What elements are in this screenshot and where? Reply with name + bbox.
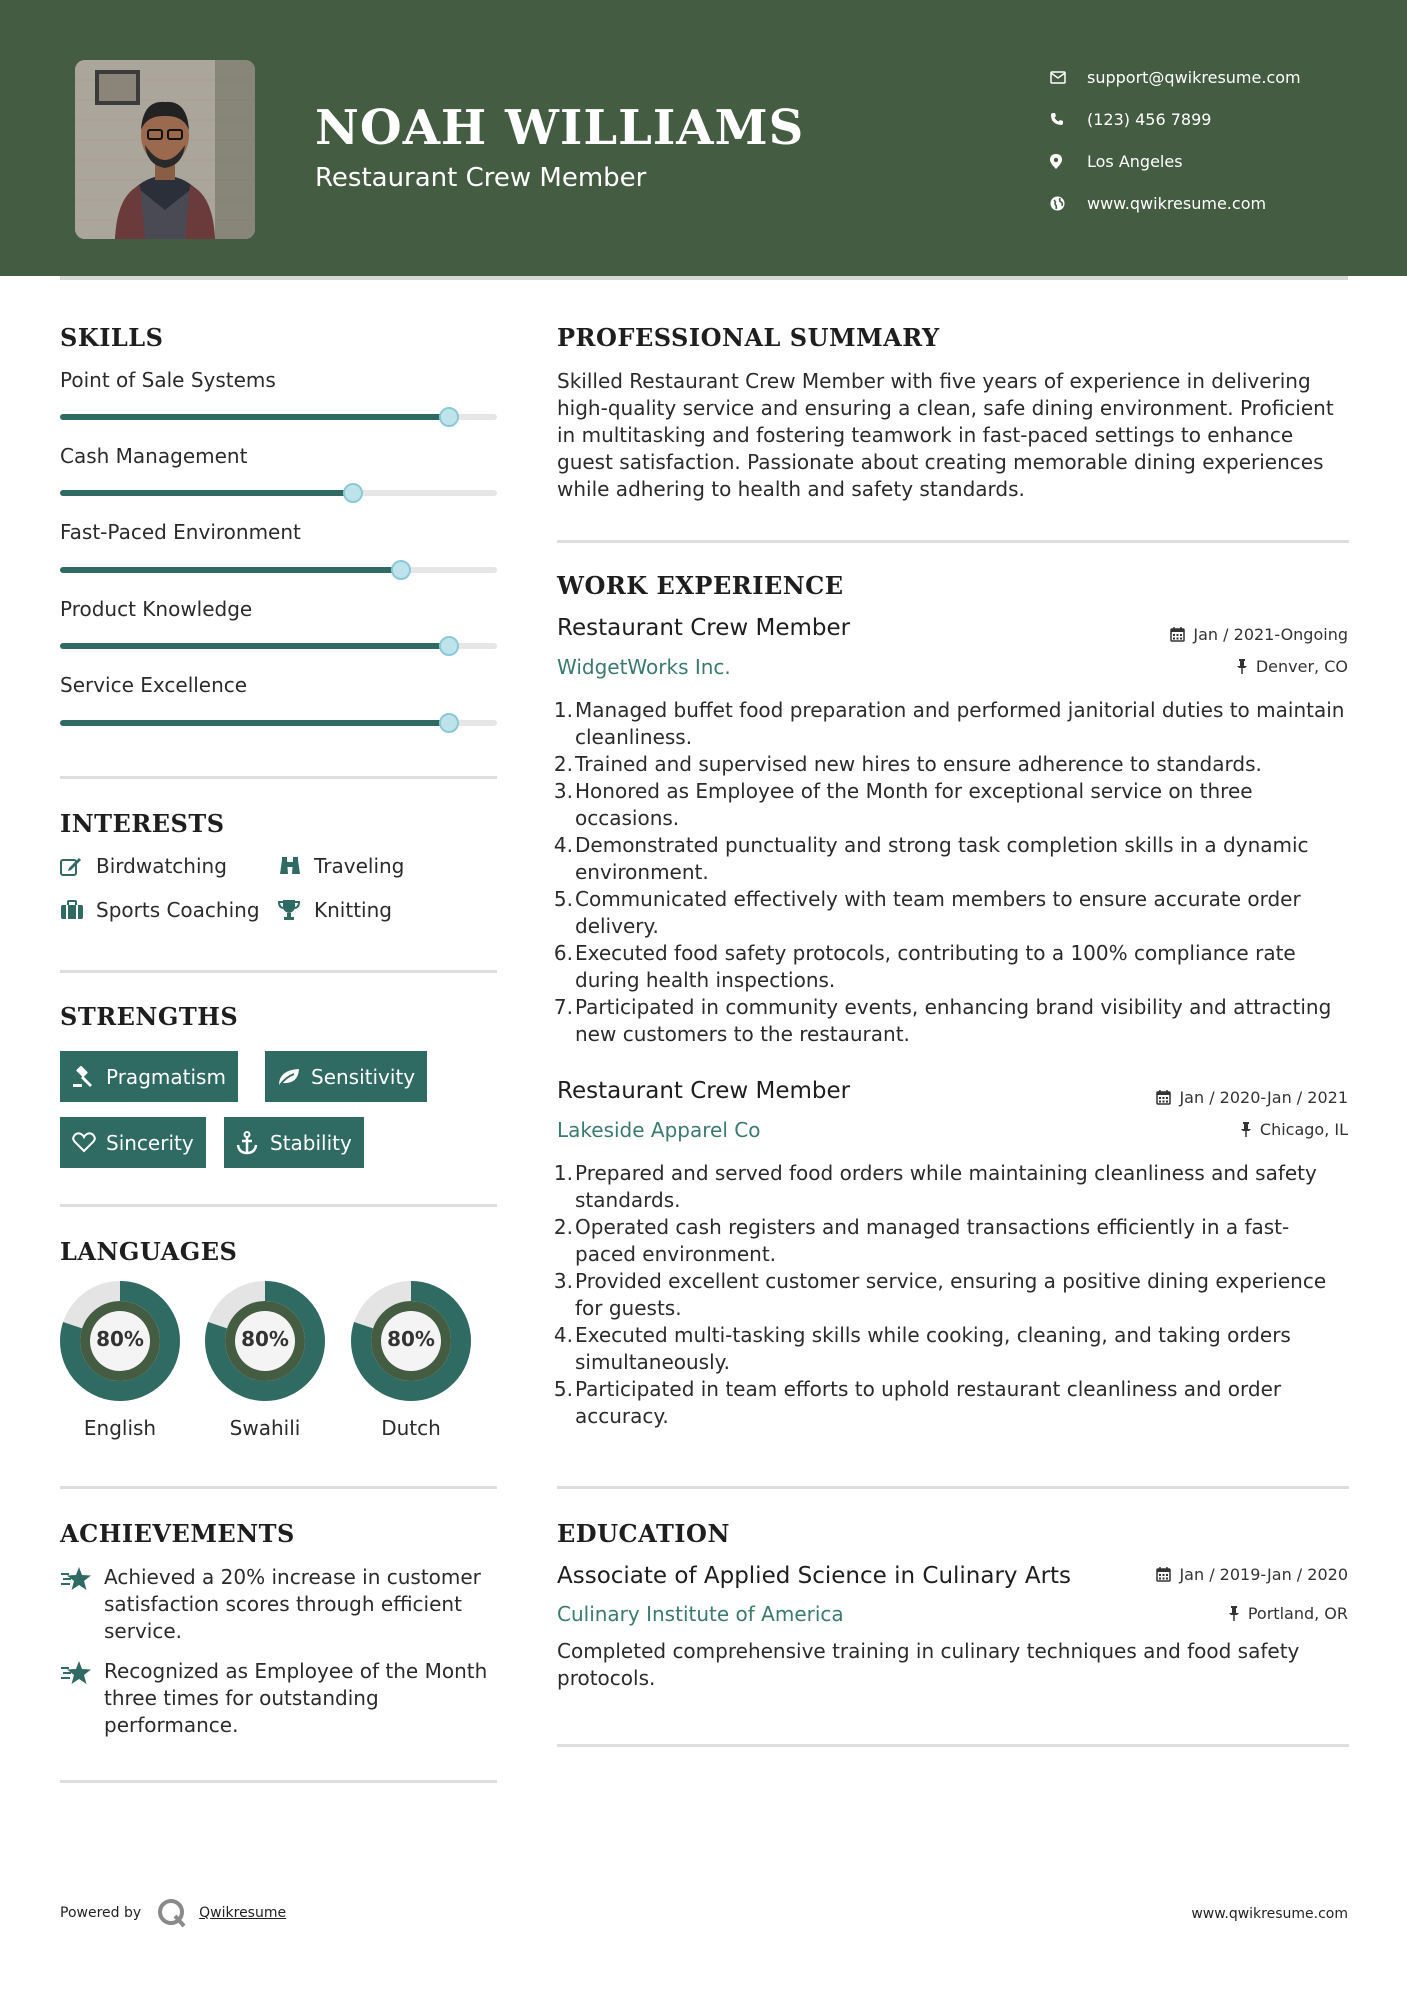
job-bullet: 2. Operated cash registers and managed transactions efficiently in a fast-paced environment. xyxy=(553,1215,1290,1266)
achievement-text: Achieved a 20% increase in customer satisfaction scores through efficient service. xyxy=(104,1565,481,1643)
trophy-icon xyxy=(278,899,314,921)
calendar-icon xyxy=(1170,627,1185,642)
job-bullet: 4. Executed multi-tasking skills while cooking, cleaning, and taking orders simultaneously. xyxy=(553,1323,1291,1374)
strength-badge xyxy=(265,1051,427,1102)
powered-by-label: Powered by xyxy=(60,1905,142,1921)
interest-item xyxy=(60,854,227,878)
achievement-item xyxy=(60,1564,500,1645)
languages-title: LANGUAGES xyxy=(60,1237,238,1266)
skill-bar-fill xyxy=(60,567,401,573)
pushpin-icon xyxy=(1240,1122,1252,1137)
skill-bar-knob xyxy=(439,713,459,733)
skill-bar-knob xyxy=(439,407,459,427)
education-location-text: Portland, OR xyxy=(1247,1604,1348,1623)
strength-badge xyxy=(224,1117,364,1168)
skill-bar xyxy=(60,567,497,573)
language-percent: 80% xyxy=(241,1327,289,1351)
heart-icon xyxy=(72,1132,106,1153)
contact-location xyxy=(1050,140,1301,182)
contact-list xyxy=(1050,56,1301,224)
job-bullet: 1. Prepared and served food orders while maintaining cleanliness and safety standards. xyxy=(553,1161,1317,1212)
section-divider xyxy=(60,776,497,779)
job-location-text: Denver, CO xyxy=(1255,657,1348,676)
resume-header xyxy=(0,0,1407,276)
section-divider xyxy=(60,1486,497,1489)
job-bullet: 4. Demonstrated punctuality and strong task completion skills in a dynamic environment. xyxy=(553,833,1309,884)
phone-icon xyxy=(1050,112,1087,126)
candidate-role: Restaurant Crew Member xyxy=(315,163,647,193)
education-title: EDUCATION xyxy=(557,1519,730,1548)
language-label: Swahili xyxy=(229,1416,301,1440)
achievement-text: Recognized as Employee of the Month three times for outstanding performance. xyxy=(104,1659,488,1737)
job-bullet: 3. Provided excellent customer service, ensuring a positive dining experience for guests. xyxy=(553,1269,1327,1320)
skills-title: SKILLS xyxy=(60,323,164,352)
achievements-title: ACHIEVEMENTS xyxy=(60,1519,295,1548)
job-bullet: 5. Participated in team efforts to uphold restaurant cleanliness and order accuracy. xyxy=(553,1377,1282,1428)
education-location xyxy=(1228,1604,1348,1623)
skill-bar-knob xyxy=(343,483,363,503)
language-percent: 80% xyxy=(387,1327,435,1351)
language-label: Dutch xyxy=(381,1416,441,1440)
skill-bar-fill xyxy=(60,643,449,649)
leaf-icon xyxy=(277,1067,311,1087)
job-bullet: 2. Trained and supervised new hires to ensure adherence to standards. xyxy=(553,752,1262,776)
skill-bar xyxy=(60,490,497,496)
binoculars-icon xyxy=(278,856,314,876)
contact-email-text: support@qwikresume.com xyxy=(1087,67,1301,87)
qwikresume-link[interactable]: Qwikresume xyxy=(199,1905,287,1921)
strength-label: Pragmatism xyxy=(106,1064,226,1089)
interest-label: Knitting xyxy=(314,898,392,922)
contact-location-text: Los Angeles xyxy=(1087,151,1183,171)
job-bullets xyxy=(553,697,1349,1048)
summary-title: PROFESSIONAL SUMMARY xyxy=(557,323,940,352)
summary-text: Skilled Restaurant Crew Member with five years of experience in delivering high-quality service and ensuring a clean, safe dining environment. Proficient in multitasking and fostering teamwork in fast-paced settings to enhance guest satisfaction. Passionate about creating memorable dining experiences while adhering to health and safety standards. xyxy=(557,369,1334,501)
contact-email[interactable] xyxy=(1050,56,1301,98)
briefcase-icon xyxy=(60,900,96,920)
envelope-icon xyxy=(1050,71,1087,84)
strength-label: Stability xyxy=(270,1130,352,1155)
section-divider xyxy=(557,540,1349,543)
job-bullet: 6. Executed food safety protocols, contributing to a 100% compliance rate during health inspections. xyxy=(553,941,1296,992)
skill-bar-fill xyxy=(60,720,449,726)
skill-label: Service Excellence xyxy=(60,673,248,697)
skill-label: Cash Management xyxy=(60,444,248,468)
job-company: Lakeside Apparel Co xyxy=(557,1118,761,1142)
school-name: Culinary Institute of America xyxy=(557,1602,844,1626)
skill-bar-knob xyxy=(391,560,411,580)
pushpin-icon xyxy=(1236,659,1248,674)
interest-label: Traveling xyxy=(314,854,405,878)
job-bullet: 5. Communicated effectively with team members to ensure accurate order delivery. xyxy=(553,887,1301,938)
job-title: Restaurant Crew Member xyxy=(557,615,851,641)
education-description: Completed comprehensive training in culinary techniques and food safety protocols. xyxy=(557,1639,1300,1690)
job-dates-text: Jan / 2020-Jan / 2021 xyxy=(1179,1088,1348,1107)
skill-bar xyxy=(60,414,497,420)
contact-website-text: www.qwikresume.com xyxy=(1087,193,1267,213)
section-divider xyxy=(60,1204,497,1207)
calendar-icon xyxy=(1156,1567,1171,1582)
skill-label: Fast-Paced Environment xyxy=(60,520,301,544)
skill-label: Product Knowledge xyxy=(60,597,253,621)
job-dates-text: Jan / 2021-Ongoing xyxy=(1193,625,1348,644)
anchor-icon xyxy=(236,1131,270,1155)
interest-label: Birdwatching xyxy=(96,854,227,878)
calendar-icon xyxy=(1156,1090,1171,1105)
gavel-icon xyxy=(72,1066,106,1088)
strength-label: Sensitivity xyxy=(311,1064,416,1089)
job-dates xyxy=(1170,625,1348,644)
section-divider xyxy=(557,1486,1349,1489)
job-dates xyxy=(1156,1088,1348,1107)
edit-icon xyxy=(60,856,96,876)
achievement-item xyxy=(60,1658,500,1739)
strength-badge xyxy=(60,1051,238,1102)
skill-bar-knob xyxy=(439,636,459,656)
globe-icon xyxy=(1050,196,1087,211)
section-divider xyxy=(60,1780,497,1783)
job-title: Restaurant Crew Member xyxy=(557,1078,851,1104)
job-bullet: 3. Honored as Employee of the Month for exceptional service on three occasions. xyxy=(553,779,1253,830)
interests-title: INTERESTS xyxy=(60,809,225,838)
strength-label: Sincerity xyxy=(106,1130,194,1155)
language-label: English xyxy=(83,1416,157,1440)
strengths-title: STRENGTHS xyxy=(60,1002,239,1031)
strength-badge xyxy=(60,1117,206,1168)
education-dates xyxy=(1156,1565,1348,1584)
star-icon xyxy=(60,1658,104,1739)
star-icon xyxy=(60,1564,104,1645)
interest-item xyxy=(278,854,404,878)
interest-label: Sports Coaching xyxy=(96,898,260,922)
section-divider xyxy=(557,1744,1349,1747)
pushpin-icon xyxy=(1228,1606,1240,1621)
profile-photo xyxy=(75,60,255,239)
skill-bar-fill xyxy=(60,414,449,420)
language-percent: 80% xyxy=(96,1327,144,1351)
skill-label: Point of Sale Systems xyxy=(60,368,276,392)
job-bullet: 1. Managed buffet food preparation and performed janitorial duties to maintain cleanliness. xyxy=(553,698,1345,749)
contact-phone-text: (123) 456 7899 xyxy=(1087,109,1212,129)
qwikresume-logo-icon xyxy=(157,1898,187,1928)
skill-bar xyxy=(60,643,497,649)
education-dates-text: Jan / 2019-Jan / 2020 xyxy=(1179,1565,1348,1584)
map-pin-icon xyxy=(1050,154,1087,169)
footer-url[interactable]: www.qwikresume.com xyxy=(1191,1906,1348,1922)
experience-title: WORK EXPERIENCE xyxy=(557,571,844,600)
job-location xyxy=(1236,657,1348,676)
footer-powered-by xyxy=(60,1898,286,1928)
section-divider xyxy=(60,970,497,973)
job-company: WidgetWorks Inc. xyxy=(557,655,731,679)
header-divider xyxy=(60,276,1348,280)
interest-item xyxy=(278,898,392,922)
job-location-text: Chicago, IL xyxy=(1259,1120,1348,1139)
candidate-name: NOAH WILLIAMS xyxy=(315,100,805,156)
skill-bar-fill xyxy=(60,490,353,496)
job-bullets xyxy=(553,1160,1349,1430)
contact-phone[interactable] xyxy=(1050,98,1301,140)
skill-bar xyxy=(60,720,497,726)
job-location xyxy=(1240,1120,1348,1139)
contact-website[interactable] xyxy=(1050,182,1301,224)
interest-item xyxy=(60,898,260,922)
job-bullet: 7. Participated in community events, enhancing brand visibility and attracting new customers to the restaurant. xyxy=(553,995,1332,1046)
degree-title: Associate of Applied Science in Culinary Arts xyxy=(557,1563,1072,1589)
